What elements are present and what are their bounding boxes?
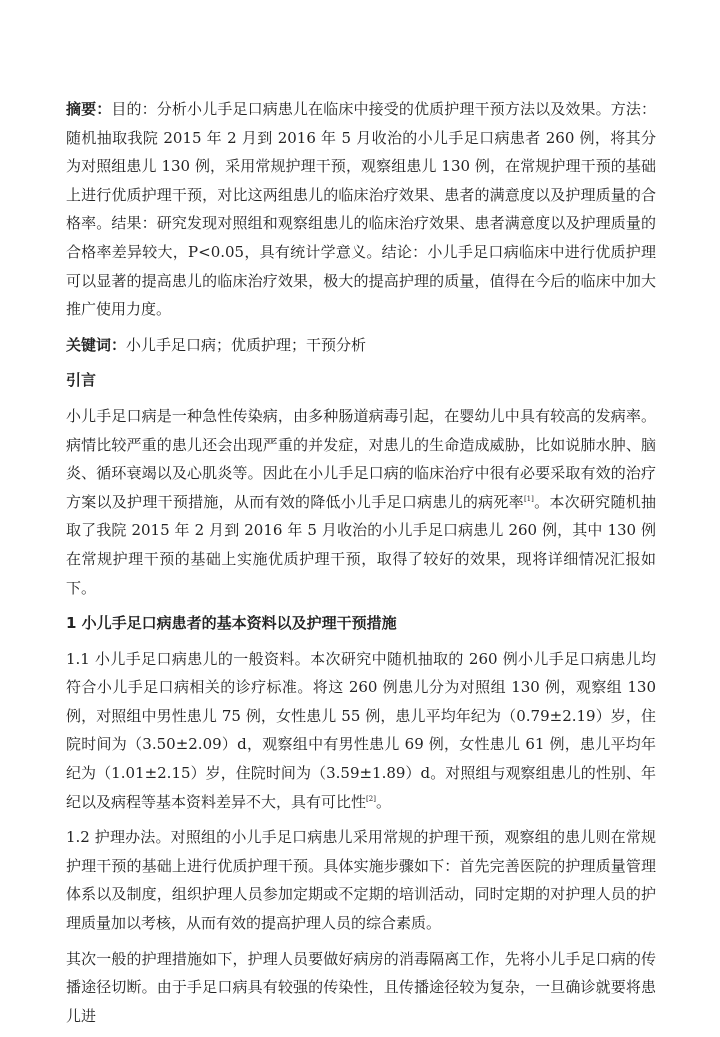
- section1-paragraph-3: 其次一般的护理措施如下，护理人员要做好病房的消毒隔离工作，先将小儿手足口病的传播途径切断。由于手足口病具有较强的传染性，且传播途径较为复杂，一旦确诊就要将患儿进: [66, 949, 656, 1025]
- section1-p1-citation: [2]: [366, 794, 376, 803]
- intro-heading: 引言: [66, 371, 97, 390]
- intro-text: 小儿手足口病是一种急性传染病，由多种肠道病毒引起，在婴幼儿中具有较高的发病率。病情比较严重的患儿还会出现严重的并发症，对患儿的生命造成威胁，比如说肺水肿、脑炎、循环衰竭以及心肌炎等。因此在小儿手足口病的临床治疗中很有必要采取有效的治疗方案以及护理干预措施，从而有效的降低小儿手足口病患儿的病死率: [66, 406, 656, 511]
- intro-paragraph: [66, 402, 656, 602]
- document-page: [66, 95, 656, 1037]
- abstract-paragraph: [66, 95, 656, 324]
- section1-p1-after: 。: [375, 792, 391, 811]
- section1-p1-text: 1.1 小儿手足口病患儿的一般资料。本次研究中随机抽取的 260 例小儿手足口病患儿均符合小儿手足口病相关的诊疗标准。将这 260 例患儿分为对照组 130 例，观察组 130 例，对照组中男性患儿 75 例，女性患儿 55 例，患儿平均年纪为（0.79±2.19）岁，住院时间为（3.50±2.09）d，观察组中有男性患儿 69 例，女性患儿 61 例，患儿平均年纪为（1.01±2.15）岁，住院时间为（3.59±1.89）d。对照组与观察组患儿的性别、年纪以及病程等基本资料差异不大，具有可比性: [66, 649, 656, 811]
- section1-heading: 1 小儿手足口病患者的基本资料以及护理干预措施: [66, 614, 397, 633]
- intro-citation: [1]: [523, 494, 534, 503]
- section1-paragraph-1: [66, 645, 656, 817]
- section1-paragraph-2: 1.2 护理办法。对照组的小儿手足口病患儿采用常规的护理干预，观察组的患儿则在常规护理干预的基础上进行优质护理干预。具体实施步骤如下：首先完善医院的护理质量管理体系以及制度，组织护理人员参加定期或不定期的培训活动，同时定期的对护理人员的护理质量加以考核，从而有效的提高护理人员的综合素质。: [66, 828, 656, 933]
- keywords-text: 小儿手足口病；优质护理；干预分析: [126, 335, 367, 354]
- abstract-text: 目的：分析小儿手足口病患儿在临床中接受的优质护理干预方法以及效果。方法：随机抽取我院 2015 年 2 月到 2016 年 5 月收治的小儿手足口病患者 260 例，将其分为对照组患儿 130 例，采用常规护理干预，观察组患儿 130 例，在常规护理干预的基础上进行优质护理干预，对比这两组患儿的临床治疗效果、患者的满意度以及护理质量的合格率。结果：研究发现对照组和观察组患儿的临床治疗效果、患者满意度以及护理质量的合格率差异较大，P<0.05，具有统计学意义。结论：小儿手足口病临床中进行优质护理可以显著的提高患儿的临床治疗效果，极大的提高护理的质量，值得在今后的临床中加大推广使用力度。: [66, 100, 656, 319]
- keywords-label: 关键词：: [66, 335, 127, 354]
- intro-text-after: 。本次研究随机抽取了我院 2015 年 2 月到 2016 年 5 月收治的小儿手足口病患儿 260 例，其中 130 例在常规护理干预的基础上实施优质护理干预，取得了较好的效果，现将详细情况汇报如下。: [66, 492, 656, 597]
- abstract-label: 摘要：: [66, 100, 112, 118]
- keywords-paragraph: [66, 331, 656, 360]
